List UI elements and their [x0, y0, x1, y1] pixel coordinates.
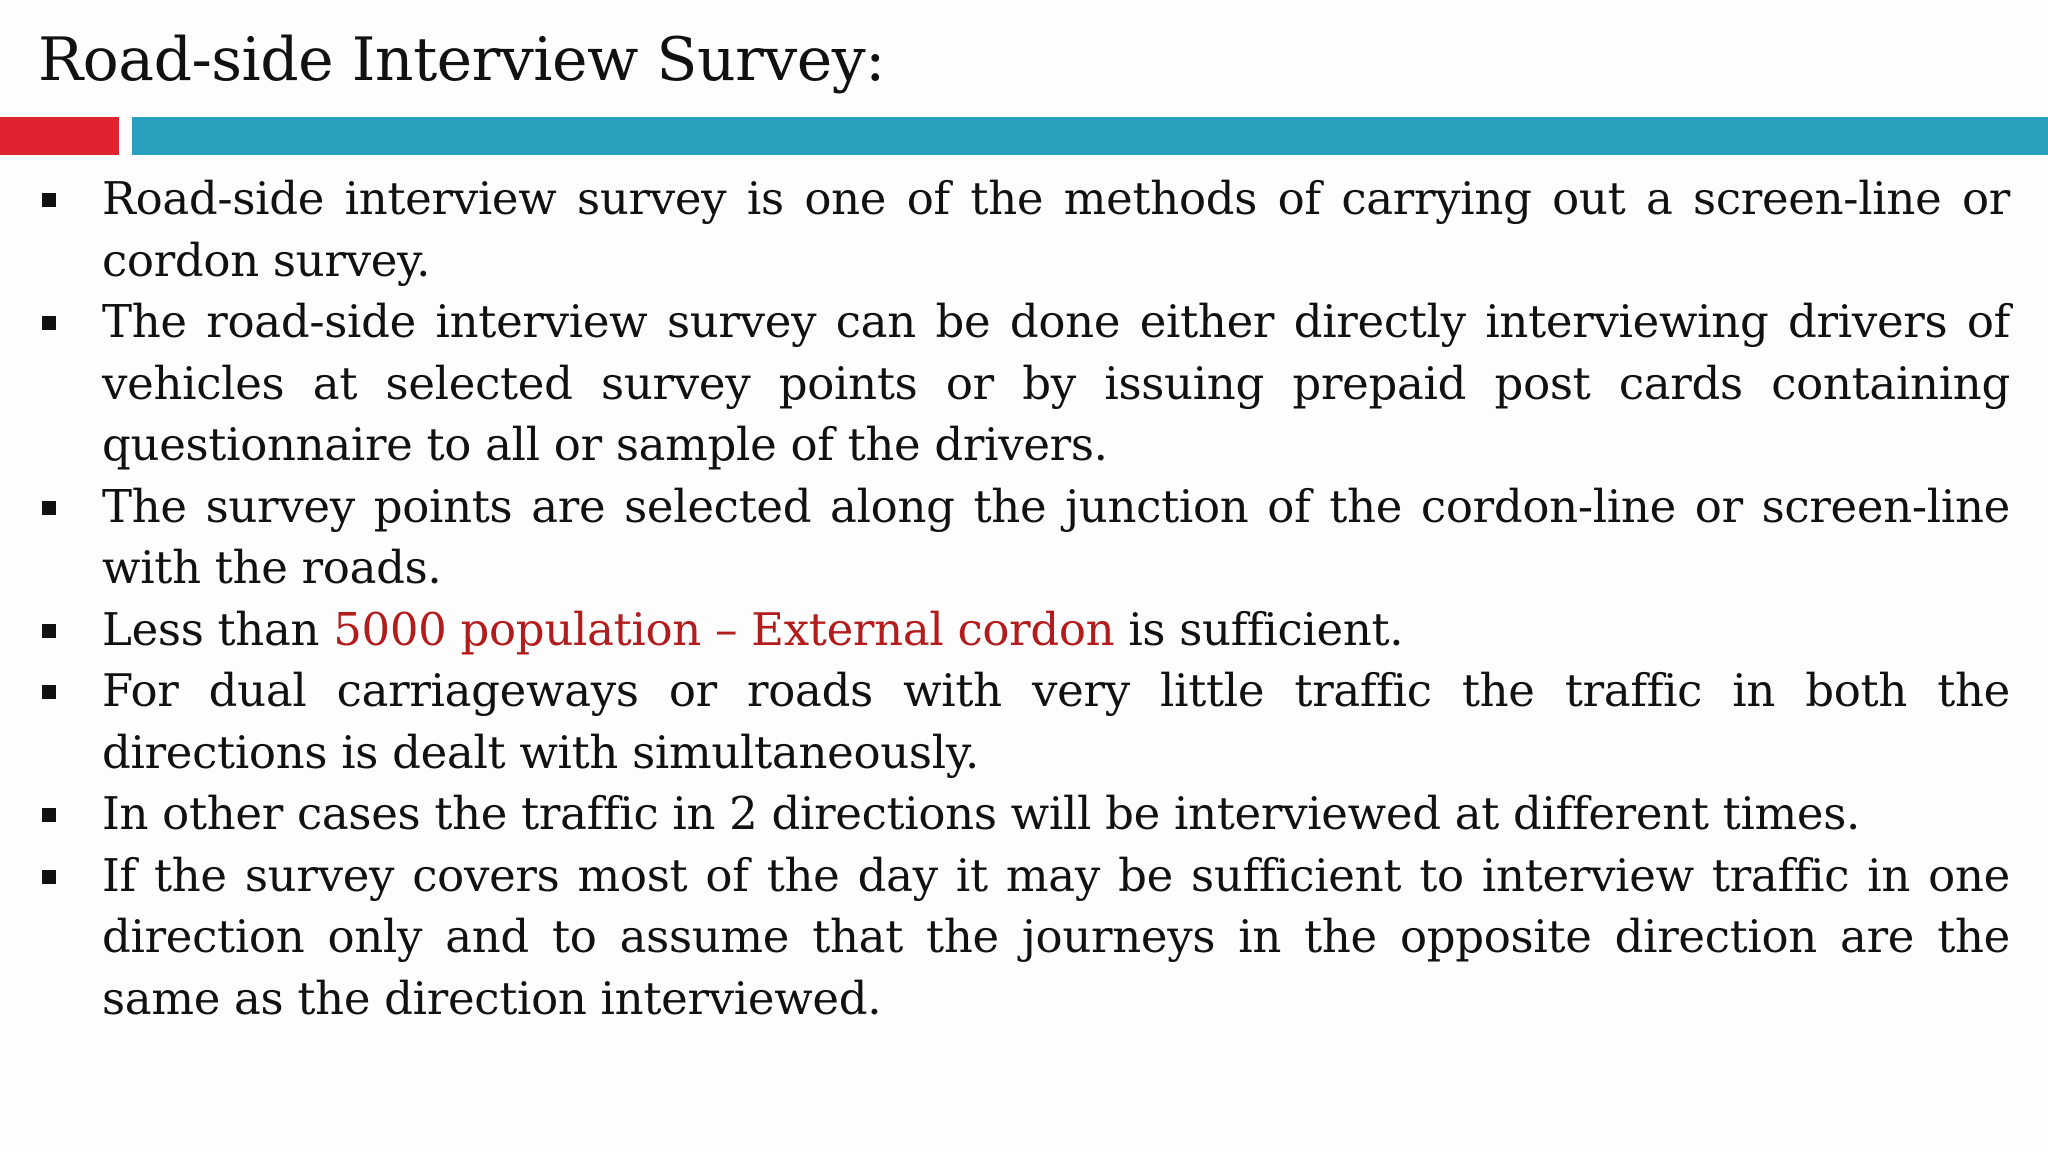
bullet-item	[38, 783, 2010, 845]
title-accent-bar-blue	[132, 117, 2048, 155]
bullet-text: For dual carriageways or roads with very little traffic the traffic in both the directions is dealt with simultaneously.	[102, 664, 2010, 779]
bullet-text: In other cases the traffic in 2 directions will be interviewed at different times.	[102, 787, 1861, 840]
bullet-text: The road-side interview survey can be done either directly interviewing drivers of vehicles at selected survey points or by issuing prepaid post cards containing questionnaire to all or sample of the drivers.	[102, 295, 2010, 471]
bullet-item	[38, 476, 2010, 599]
bullet-text: Road-side interview survey is one of the methods of carrying out a screen-line or cordon survey.	[102, 172, 2010, 287]
bullet-item	[38, 291, 2010, 476]
square-bullet-icon	[42, 808, 56, 822]
square-bullet-icon	[42, 193, 56, 207]
bullet-text-before: Less than	[102, 602, 334, 656]
bullet-list	[38, 168, 2010, 1029]
square-bullet-icon	[42, 870, 56, 884]
square-bullet-icon	[42, 501, 56, 515]
bullet-item	[38, 845, 2010, 1030]
square-bullet-icon	[42, 624, 56, 638]
slide-title: Road-side Interview Survey:	[38, 25, 885, 95]
highlighted-text: 5000 population – External cordon	[333, 602, 1115, 656]
bullet-text: The survey points are selected along the junction of the cordon-line or screen-line with the roads.	[102, 479, 2010, 594]
bullet-item	[38, 168, 2010, 291]
bullet-text-after: is sufficient.	[1114, 602, 1404, 656]
bullet-item	[38, 660, 2010, 783]
bullet-text: If the survey covers most of the day it may be sufficient to interview traffic in one direction only and to assume that the journeys in the opposite direction are the same as the direction interviewed.	[102, 848, 2010, 1025]
square-bullet-icon	[42, 316, 56, 330]
title-accent-bar-red	[0, 117, 119, 155]
bullet-item	[38, 599, 2010, 661]
square-bullet-icon	[42, 685, 56, 699]
